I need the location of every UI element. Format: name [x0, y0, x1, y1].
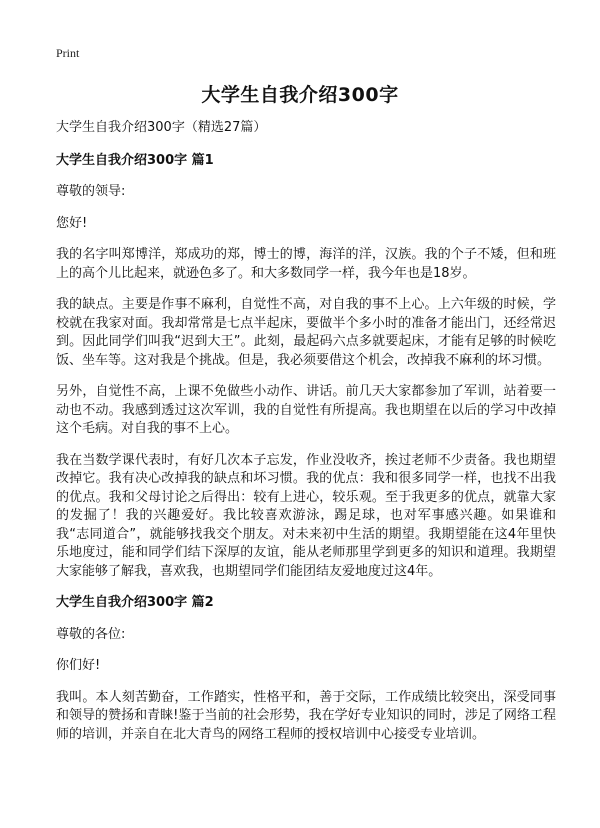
paragraph: 另外，自觉性不高，上课不免做些小动作、讲话。前几天大家都参加了军训，站着要一动也不动。我感到透过这次军训，我的自觉性有所提高。我也期望在以后的学习中改掉这个毛病。对自我的事不上心。	[56, 384, 556, 436]
section-1	[56, 152, 556, 582]
document-subtitle: 大学生自我介绍300字（精选27篇）	[56, 120, 267, 135]
paragraph: 我的名字叫郑博洋，郑成功的郑，博士的博，海洋的洋，汉族。我的个子不矮，但和班上的高个儿比起来，就逊色多了。和大多数同学一样，我今年也是18岁。	[56, 247, 556, 281]
salutation: 尊敬的各位:	[56, 626, 126, 642]
paragraph: 我叫。本人刻苦勤奋，工作踏实，性格平和，善于交际，工作成绩比较突出，深受同事和领导的赞扬和青睐!鉴于当前的社会形势，我在学好专业知识的同时，涉足了网络工程师的培训，并亲自在北大青鸟的网络工程师的授权培训中心接受专业培训。	[56, 689, 556, 742]
print-label: Print	[56, 46, 80, 60]
greeting: 你们好!	[56, 658, 101, 673]
document-content	[56, 119, 556, 757]
section-heading: 大学生自我介绍300字 篇1	[56, 152, 214, 168]
section-2	[56, 594, 556, 744]
paragraph: 我的缺点。主要是作事不麻利，自觉性不高，对自我的事不上心。上六年级的时候，学校就在我家对面。我却常常是七点半起床，要做半个多小时的准备才能出门，还经常迟到。因此同学们叫我“迟到大王”。此刻，最起码六点多就要起床，才能有足够的时候吃饭、坐车等。这对我是个挑战。但是，我必须要借这个机会，改掉我不麻利的坏习惯。	[56, 297, 556, 368]
greeting: 您好!	[56, 215, 88, 231]
salutation: 尊敬的领导:	[56, 184, 126, 199]
document-title: 大学生自我介绍300字	[201, 84, 399, 106]
paragraph: 我在当数学课代表时，有好几次本子忘发，作业没收齐，挨过老师不少责备。我也期望改掉它。我有决心改掉我的缺点和坏习惯。我的优点：我和很多同学一样，也找不出我的优点。我和父母讨论之后得出：较有上进心，较乐观。至于我更多的优点，就靠大家的发掘了！我的兴趣爱好。我比较喜欢游泳，踢足球，也对军事感兴趣。如果谁和我“志同道合”，就能够找我交个朋友。对未来初中生活的期望。我期望能在这4年里快乐地度过，能和同学们结下深厚的友谊，能从老师那里学到更多的知识和道理。我期望大家能够了解我，喜欢我，也期望同学们能团结友爱地度过这4年。	[56, 452, 556, 579]
section-heading: 大学生自我介绍300字 篇2	[56, 595, 214, 610]
